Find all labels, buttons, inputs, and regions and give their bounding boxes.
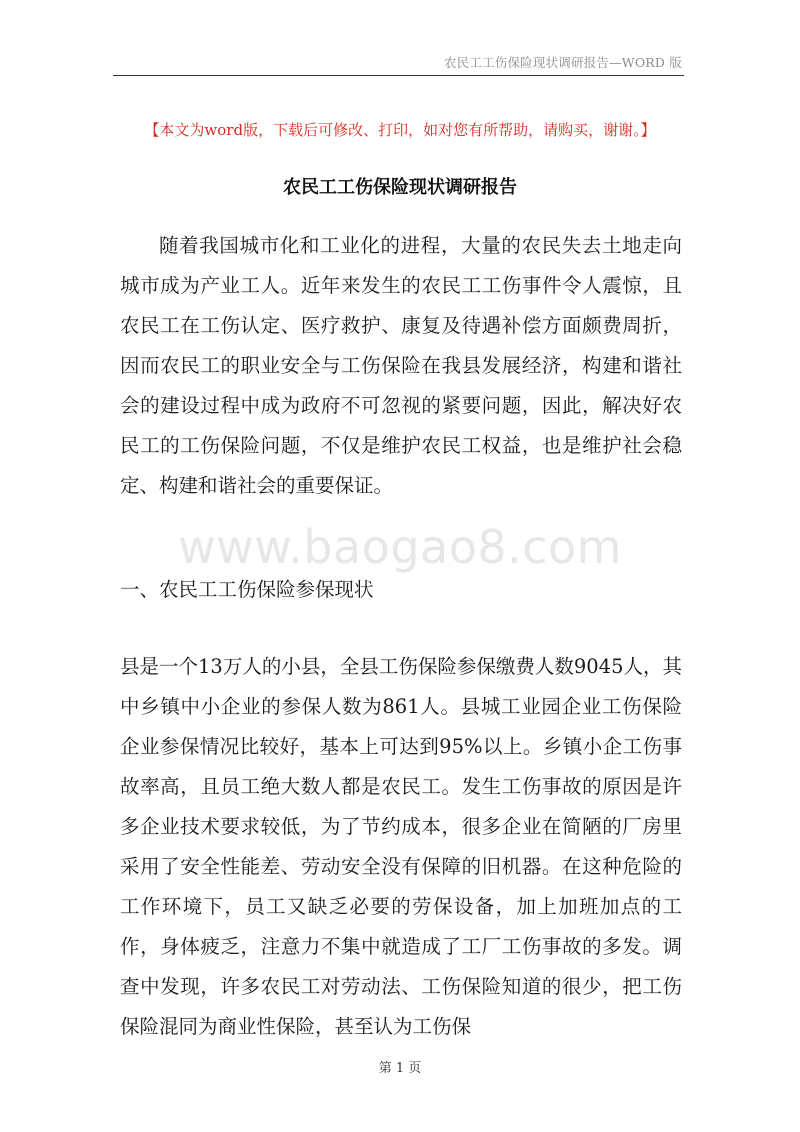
intro-paragraph: 随着我国城市化和工业化的进程，大量的农民失去土地走向城市成为产业工人。近年来发生的农民工工伤事件令人震惊，且农民工在工伤认定、医疗救护、康复及待遇补偿方面颇费周折，因而农民工的职业安全与工伤保险在我县发展经济，构建和谐社会的建设过程中成为政府不可忽视的紧要问题，因此，解决好农民工的工伤保险问题，不仅是维护农民工权益，也是维护社会稳定、构建和谐社会的重要保证。 (120, 234, 682, 497)
page-header-title: 农民工工伤保险现状调研报告—WORD 版 (443, 55, 682, 70)
header-divider (113, 75, 684, 76)
purchase-notice: 【本文为word版，下载后可修改、打印，如对您有所帮助，请购买，谢谢。】 (144, 121, 656, 139)
site-watermark: www.baogao8.com (178, 520, 622, 574)
section-heading: 一、农民工工伤保险参保现状 (120, 578, 374, 601)
document-title: 农民工工伤保险现状调研报告 (283, 177, 517, 198)
page-number: 第 1 页 (378, 1061, 422, 1076)
section-body-paragraph: 县是一个13万人的小县，全县工伤保险参保缴费人数9045人，其中乡镇中小企业的参保人数为861人。县城工业园企业工伤保险企业参保情况比较好，基本上可达到95%以上。乡镇小企工伤事故率高，且员工绝大数人都是农民工。发生工伤事故的原因是许多企业技术要求较低，为了节约成本，很多企业在简陋的厂房里采用了安全性能差、劳动安全没有保障的旧机器。在这种危险的工作环境下，员工又缺乏必要的劳保设备，加上加班加点的工作，身体疲乏，注意力不集中就造成了工厂工伤事故的多发。调查中发现，许多农民工对劳动法、工伤保险知道的很少，把工伤保险混同为商业性保险，甚至认为工伤保 (120, 655, 682, 1038)
